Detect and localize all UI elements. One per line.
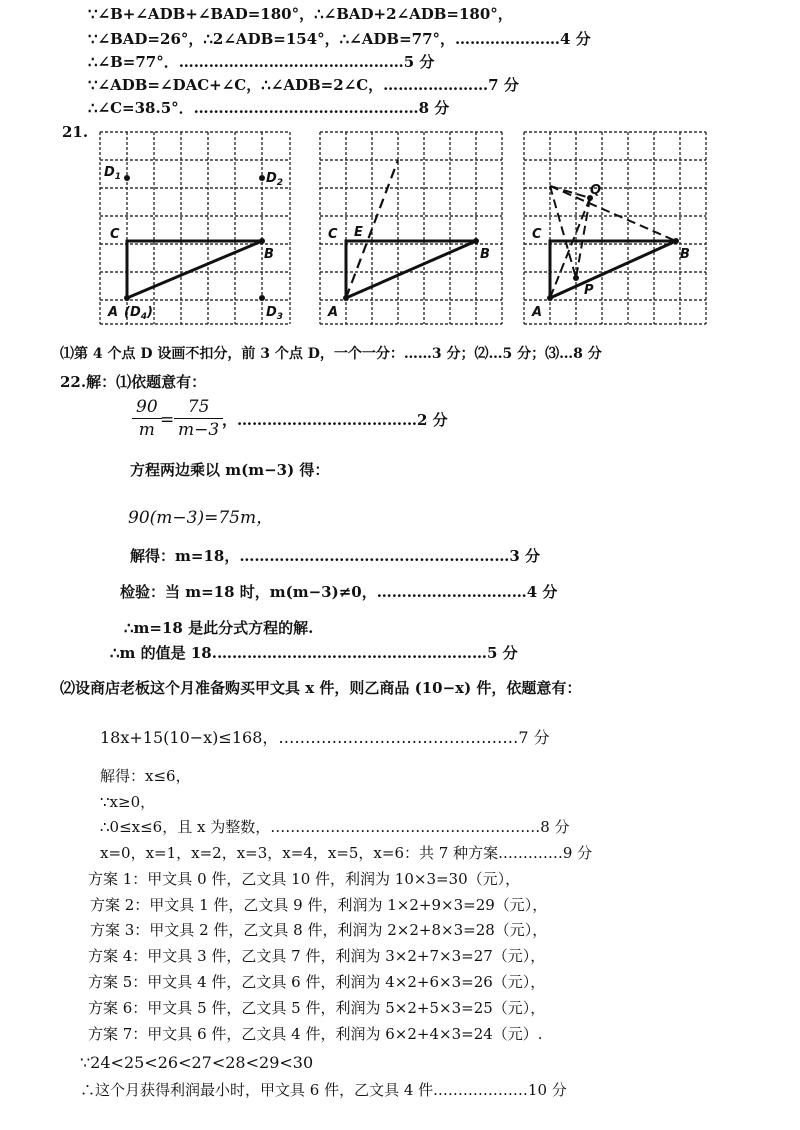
fraction-1-bar (132, 418, 162, 419)
plan-3: 方案 3：甲文具 2 件，乙文具 8 件，利润为 2×2+8×3=28（元）， (90, 921, 548, 939)
inequality-solution: 解得：x≤6， (100, 767, 191, 785)
plan-2: 方案 2：甲文具 1 件，乙文具 9 件，利润为 1×2+9×3=29（元）， (90, 896, 548, 914)
point-a-2 (343, 295, 349, 301)
fraction-score: ，………………………………2 分 (222, 411, 448, 429)
point-b-2 (473, 238, 479, 244)
label-d3: $D_3$ (266, 305, 284, 322)
triangle-abc-2 (346, 241, 476, 298)
label-b-3: B (680, 247, 690, 262)
fraction-2-numerator: 75 (187, 397, 210, 417)
grid-figure-1 (96, 128, 296, 328)
plan-1: 方案 1：甲文具 0 件，乙文具 10 件，利润为 10×3=30（元）， (88, 870, 521, 888)
point-a-1 (124, 295, 130, 301)
label-b-1: B (264, 247, 274, 262)
question-21-number: 21. (62, 123, 89, 141)
label-c-2: C (328, 227, 338, 242)
point-d1 (124, 175, 130, 181)
solution-conclusion: ∴m=18 是此分式方程的解. (124, 619, 314, 637)
label-c-1: C (110, 227, 120, 242)
proof-line-2: ∵∠BAD=26°，∴2∠ADB=154°，∴∠ADB=77°，…………………4 分 (88, 30, 591, 48)
check-step: 检验：当 m=18 时，m(m−3)≠0，…………………………4 分 (120, 583, 558, 601)
profit-comparison: ∵24<25<26<27<28<29<30 (80, 1053, 314, 1072)
point-a-3 (547, 295, 553, 301)
label-b-2: B (480, 247, 490, 262)
point-p (573, 275, 579, 281)
x-range: ∴0≤x≤6，且 x 为整数，………………………………………………8 分 (100, 818, 570, 836)
triangle-abc-1 (127, 241, 262, 298)
proof-line-5: ∴∠C=38.5°．………………………………………8 分 (88, 99, 450, 117)
plan-6: 方案 6：甲文具 5 件，乙文具 5 件，利润为 5×2+5×3=25（元）， (88, 999, 546, 1017)
x-values: x=0，x=1，x=2，x=3，x=4，x=5，x=6：共 7 种方案.…………9 分 (100, 844, 593, 862)
point-b-3 (673, 238, 679, 244)
plan-7: 方案 7：甲文具 6 件，乙文具 4 件，利润为 6×2+4×3=24（元）. (88, 1025, 543, 1043)
point-b-1 (259, 238, 265, 244)
label-a-2: A (328, 305, 339, 320)
label-p-3: P (584, 283, 594, 298)
fraction-2-denominator: m−3 (178, 420, 220, 440)
multiply-step: 方程两边乘以 m(m−3) 得： (130, 461, 330, 479)
proof-line-4: ∵∠ADB=∠DAC+∠C，∴∠ADB=2∠C，…………………7 分 (88, 76, 519, 94)
scoring-note-21: ⑴第 4 个点 D 设画不扣分，前 3 个点 D，一个一分：……3 分；⑵…5 分；⑶…8 分 (60, 346, 602, 362)
proof-line-1: ∵∠B+∠ADB+∠BAD=180°，∴∠BAD+2∠ADB=180°， (88, 5, 513, 23)
label-e-2: E (354, 225, 363, 240)
label-a-1: A (108, 305, 119, 320)
grid-figure-3 (520, 128, 710, 328)
label-a-3: A (532, 305, 543, 320)
label-q-3: Q (590, 183, 602, 198)
fraction-1-numerator: 90 (136, 397, 158, 417)
label-d2: $D_2$ (266, 171, 284, 188)
triangle-abc-3 (550, 241, 676, 298)
fraction-2-bar (174, 418, 223, 419)
point-d2 (259, 175, 265, 181)
expanded-equation: 90(m−3)=75m， (128, 508, 274, 528)
grid-figure-2 (316, 128, 506, 328)
plan-5: 方案 5：甲文具 4 件，乙文具 6 件，利润为 4×2+6×3=26（元）， (88, 973, 546, 991)
m-value-conclusion: ∴m 的值是 18.………………………………………………5 分 (110, 644, 518, 662)
label-d4: $(D_4)$ (124, 305, 153, 322)
inequality: 18x+15(10−x)≤168，………………………………………7 分 (100, 728, 550, 747)
label-c-3: C (532, 227, 542, 242)
part-2-head: ⑵设商店老板这个月准备购买甲文具 x 件，则乙商品 (10−x) 件，依题意有： (60, 679, 582, 697)
plan-4: 方案 4：甲文具 3 件，乙文具 7 件，利润为 3×2+7×3=27（元）， (88, 947, 546, 965)
final-conclusion: ∴这个月获得利润最小时，甲文具 6 件，乙文具 4 件.………………10 分 (80, 1081, 567, 1099)
solution-step: 解得：m=18，………………………………………………3 分 (130, 547, 540, 565)
fraction-90-over-m (132, 397, 162, 440)
question-22-head: 22.解：⑴依题意有： (60, 373, 207, 391)
label-d1: $D_1$ (104, 165, 122, 182)
proof-line-3: ∴∠B=77°．………………………………………5 分 (88, 53, 435, 71)
point-d3 (259, 295, 265, 301)
equals-sign: = (160, 410, 175, 430)
x-nonnegative: ∵x≥0， (100, 793, 156, 811)
fraction-1-denominator: m (138, 420, 155, 440)
fraction-75-over-m-3 (174, 397, 223, 440)
